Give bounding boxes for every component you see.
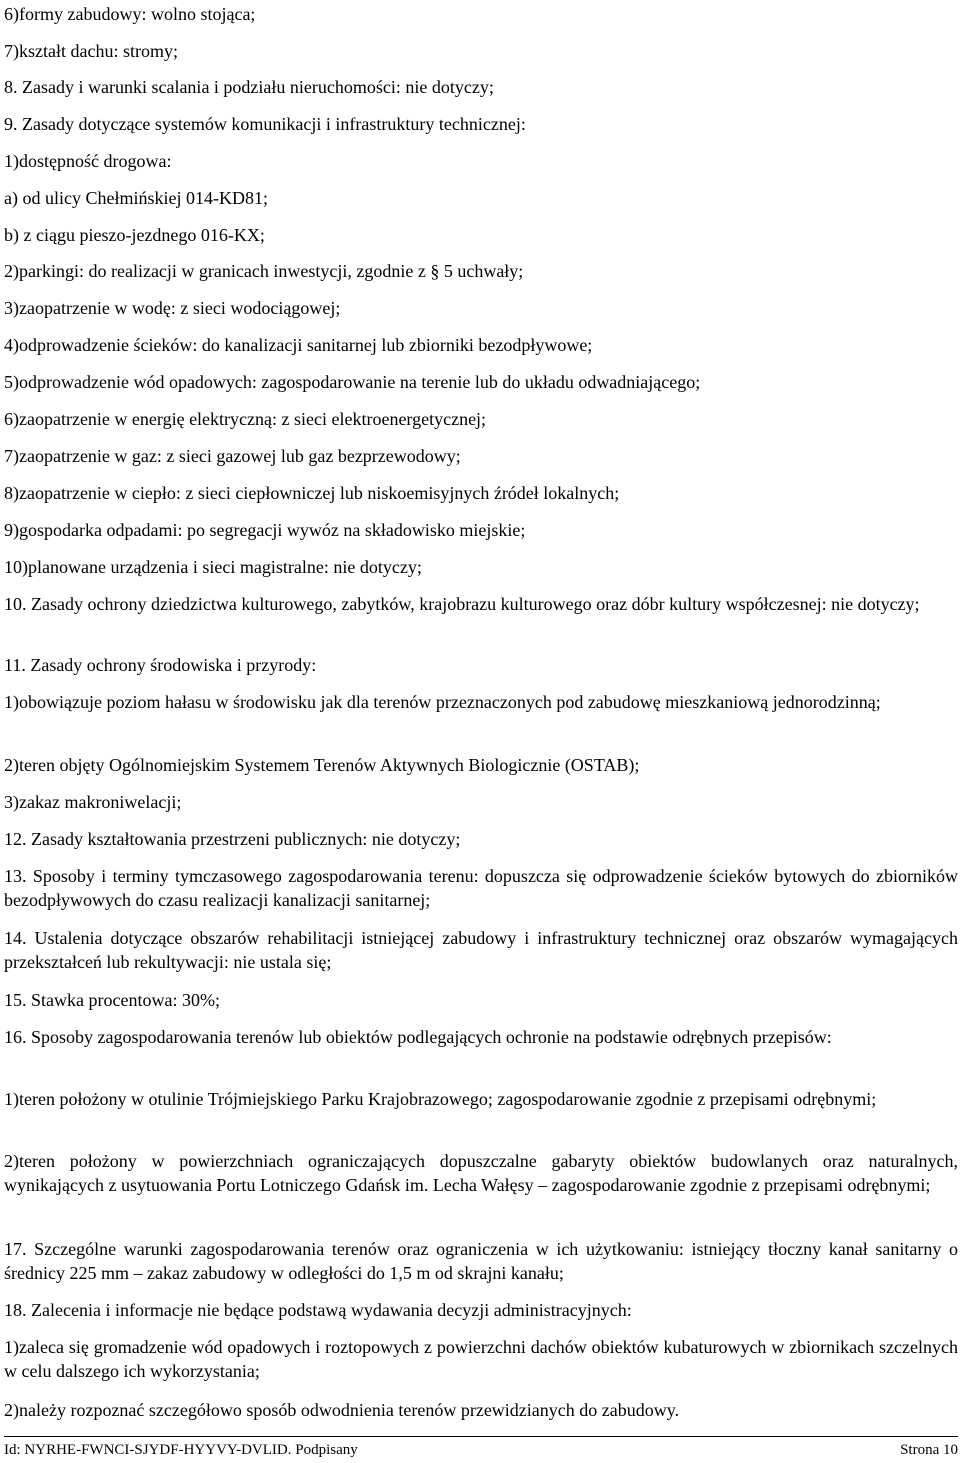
paragraph: 10. Zasady ochrony dziedzictwa kulturowego, zabytków, krajobrazu kulturowego oraz dóbr kultury współczesnej: nie dotyczy; <box>4 594 920 614</box>
paragraph: 10)planowane urządzenia i sieci magistralne: nie dotyczy; <box>4 557 422 577</box>
paragraph: 2)parkingi: do realizacji w granicach inwestycji, zgodnie z § 5 uchwały; <box>4 261 524 281</box>
paragraph: 1)zaleca się gromadzenie wód opadowych i roztopowych z powierzchni dachów obiektów kubaturowych w zbiornikach szczelnych w celu dalszego ich wykorzystania; <box>4 1337 958 1381</box>
paragraph: 15. Stawka procentowa: 30%; <box>4 990 220 1010</box>
paragraph: 7)zaopatrzenie w gaz: z sieci gazowej lub gaz bezprzewodowy; <box>4 446 461 466</box>
paragraph: 6)zaopatrzenie w energię elektryczną: z sieci elektroenergetycznej; <box>4 409 487 429</box>
paragraph: 12. Zasady kształtowania przestrzeni publicznych: nie dotyczy; <box>4 829 461 849</box>
paragraph: 18. Zalecenia i informacje nie będące podstawą wydawania decyzji administracyjnych: <box>4 1300 632 1320</box>
paragraph: 14. Ustalenia dotyczące obszarów rehabilitacji istniejącej zabudowy i infrastruktury technicznej oraz obszarów wymagających przekształceń lub rekultywacji: nie ustala się; <box>4 928 958 972</box>
paragraph: 5)odprowadzenie wód opadowych: zagospodarowanie na terenie lub do układu odwadniającego; <box>4 372 701 392</box>
paragraph: 6)formy zabudowy: wolno stojąca; <box>4 4 256 24</box>
paragraph: 8)zaopatrzenie w ciepło: z sieci ciepłowniczej lub niskoemisyjnych źródeł lokalnych; <box>4 483 620 503</box>
paragraph: 9)gospodarka odpadami: po segregacji wywóz na składowisko miejskie; <box>4 520 526 540</box>
paragraph: 1)teren położony w otulinie Trójmiejskiego Parku Krajobrazowego; zagospodarowanie zgodnie z przepisami odrębnymi; <box>4 1089 877 1109</box>
paragraph: 2)teren położony w powierzchniach ograniczających dopuszczalne gabaryty obiektów budowlanych oraz naturalnych, wynikających z usytuowania Portu Lotniczego Gdańsk im. Lecha Wałęsy – zagospodarowanie zgodnie z przepisami odrębnymi; <box>4 1151 958 1195</box>
paragraph: 9. Zasady dotyczące systemów komunikacji i infrastruktury technicznej: <box>4 114 526 134</box>
paragraph: 13. Sposoby i terminy tymczasowego zagospodarowania terenu: dopuszcza się odprowadzenie ścieków bytowych do zbiorników bezodpływowych do czasu realizacji kanalizacji sanitarnej; <box>4 866 958 910</box>
paragraph: 1)obowiązuje poziom hałasu w środowisku jak dla terenów przeznaczonych pod zabudowę mieszkaniową jednorodzinną; <box>4 692 881 712</box>
paragraph: 2)należy rozpoznać szczegółowo sposób odwodnienia terenów przewidzianych do zabudowy. <box>4 1400 680 1420</box>
paragraph: 2)teren objęty Ogólnomiejskim Systemem Terenów Aktywnych Biologicznie (OSTAB); <box>4 755 640 775</box>
paragraph: 1)dostępność drogowa: <box>4 151 172 171</box>
paragraph: 3)zaopatrzenie w wodę: z sieci wodociągowej; <box>4 298 341 318</box>
paragraph: 3)zakaz makroniwelacji; <box>4 792 182 812</box>
paragraph: b) z ciągu pieszo-jezdnego 016-KX; <box>4 225 265 245</box>
page-footer <box>4 1436 958 1458</box>
document-id: Id: NYRHE-FWNCI-SJYDF-HYYVY-DVLID. Podpisany <box>4 1442 358 1458</box>
paragraph: 8. Zasady i warunki scalania i podziału nieruchomości: nie dotyczy; <box>4 77 494 97</box>
paragraph: 7)kształt dachu: stromy; <box>4 41 178 61</box>
paragraph: 4)odprowadzenie ścieków: do kanalizacji sanitarnej lub zbiorniki bezodpływowe; <box>4 335 593 355</box>
paragraph: a) od ulicy Chełmińskiej 014-KD81; <box>4 188 268 208</box>
paragraph: 17. Szczególne warunki zagospodarowania terenów oraz ograniczenia w ich użytkowaniu: istniejący tłoczny kanał sanitarny o średnicy 225 mm – zakaz zabudowy w odległości do 1,5 m od skrajni kanału; <box>4 1239 958 1283</box>
page-number: Strona 10 <box>900 1442 958 1458</box>
paragraph: 16. Sposoby zagospodarowania terenów lub obiektów podlegających ochronie na podstawie odrębnych przepisów: <box>4 1027 832 1047</box>
paragraph: 11. Zasady ochrony środowiska i przyrody: <box>4 655 317 675</box>
